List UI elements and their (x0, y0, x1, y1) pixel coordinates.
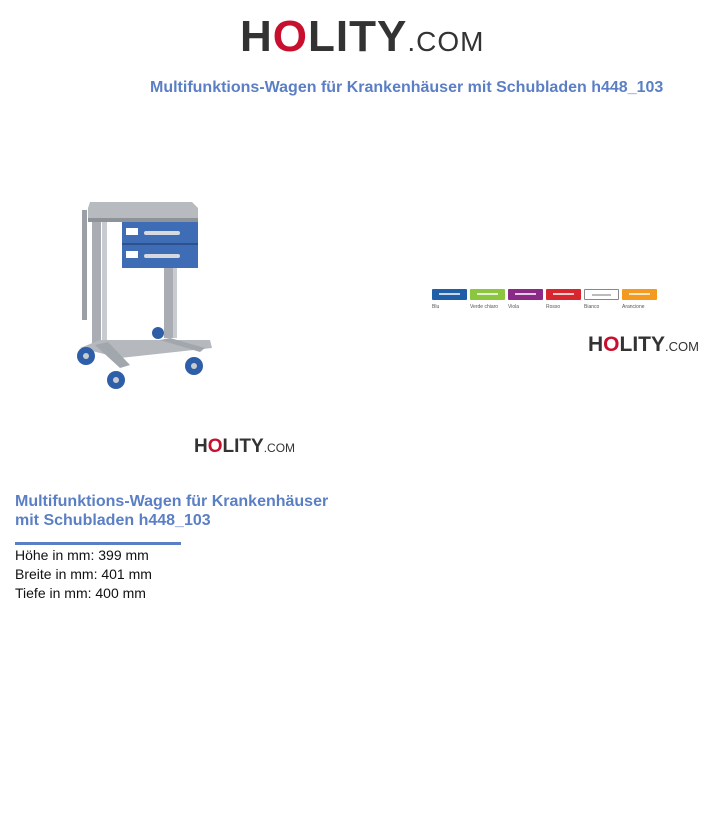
swatch-label: Arancione (622, 304, 645, 310)
swatch-bianco (584, 289, 619, 300)
product-specs (15, 546, 152, 603)
swatch-arancione (622, 289, 657, 300)
image-logo-right (588, 333, 699, 357)
logo-suffix: .COM (263, 441, 296, 455)
product-title (15, 492, 345, 530)
swatch-viola (508, 289, 543, 300)
logo-suffix: .COM (407, 26, 485, 57)
image-logo-left (194, 436, 295, 458)
cart-illustration (60, 190, 230, 400)
spec-depth: Tiefe in mm: 400 mm (15, 585, 146, 601)
title-divider (15, 542, 181, 545)
swatch-label: Bianco (584, 304, 600, 310)
logo-letters: LITY (308, 12, 408, 61)
logo-letters: LITY (222, 436, 264, 457)
site-logo[interactable] (240, 12, 484, 62)
logo-o-mark: O (603, 333, 620, 356)
swatch-label: Blu (432, 304, 440, 310)
swatch-label: Viola (508, 304, 520, 310)
logo-letter: H (194, 436, 208, 457)
product-image[interactable] (60, 190, 230, 400)
swatch-rosso (546, 289, 581, 300)
spec-height: Höhe in mm: 399 mm (15, 547, 149, 563)
logo-letters: LITY (619, 333, 666, 356)
logo-o-mark: O (272, 12, 309, 61)
swatch-blu (432, 289, 467, 300)
swatch-label: Rosso (546, 304, 561, 310)
swatch-label: Verde chiaro (470, 304, 499, 310)
logo-letter: H (588, 333, 604, 356)
spec-width: Breite in mm: 401 mm (15, 566, 152, 582)
swatch-verde-chiaro (470, 289, 505, 300)
product-title-line: Multifunktions-Wagen für Krankenhäuser (15, 493, 329, 510)
logo-o-mark: O (207, 436, 223, 457)
logo-suffix: .COM (665, 339, 699, 354)
product-title-line: mit Schubladen h448_103 (15, 512, 211, 529)
logo-letter: H (240, 12, 273, 61)
page-title: Multifunktions-Wagen für Krankenhäuser mit Schubladen h448_103 (150, 79, 664, 96)
